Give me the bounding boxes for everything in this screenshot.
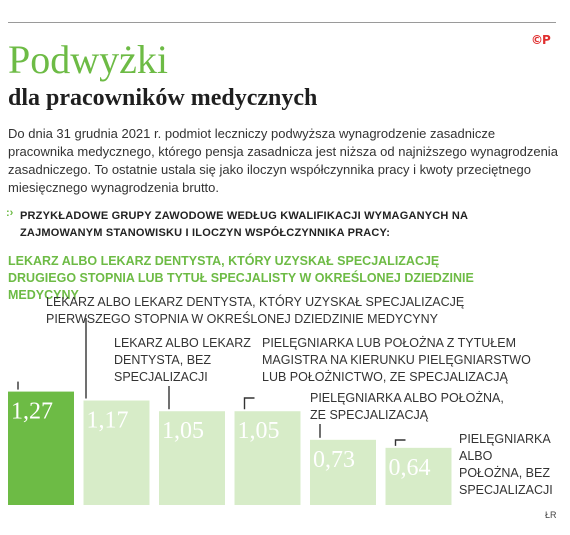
page-subtitle: dla pracowników medycznych xyxy=(8,85,318,111)
author-credit: ŁR xyxy=(545,510,557,520)
bar-value-label-5: 0,73 xyxy=(313,446,355,473)
category-label-5: PIELĘGNIARKA ALBO POŁOŻNA, ZE SPECJALIZACJĄ xyxy=(310,391,504,422)
brand-logo: ©P xyxy=(531,33,550,47)
intro-paragraph: Do dnia 31 grudnia 2021 r. podmiot leczniczy podwyższa wynagrodzenie zasadnicze pracownika medycznego, którego pensja zasadnicza jest niższa od najniższego wynagrodzenia zasadniczego. To ostatnie ustala się jako iloczyn współczynnika pracy i kwoty przeciętnego miesięcznego wynagrodzenia brutto. xyxy=(8,126,558,195)
bar-value-label-4: 1,05 xyxy=(237,418,280,445)
bar-value-label-3: 1,05 xyxy=(162,418,204,445)
page-title: Podwyżki xyxy=(8,37,168,82)
category-label-2: LEKARZ ALBO LEKARZ DENTYSTA, KTÓRY UZYSKAŁ SPECJALIZACJĘ PIERWSZEGO STOPNIA W OKREŚLONEJ DZIEDZINIE MEDYCYNY xyxy=(46,295,465,326)
section-marker-icon: :› xyxy=(6,207,14,219)
bar-value-label-2: 1,17 xyxy=(86,407,129,434)
category-label-3: LEKARZ ALBO LEKARZ DENTYSTA, BEZ SPECJALIZACJI xyxy=(114,336,251,384)
bar-value-label-6: 0,64 xyxy=(388,454,431,481)
category-label-4: PIELĘGNIARKA LUB POŁOŻNA Z TYTUŁEM MAGISTRA NA KIERUNKU PIELĘGNIARSTWO LUB POŁOŻNICTWO, ZE SPECJALIZACJĄ xyxy=(262,336,531,384)
bar-value-label-1: 1,27 xyxy=(11,398,53,425)
section-heading: PRZYKŁADOWE GRUPY ZAWODOWE WEDŁUG KWALIFIKACJI WYMAGANYCH NA ZAJMOWANYM STANOWISKU I ILOCZYN WSPÓŁCZYNNIKA PRACY: xyxy=(20,210,468,239)
category-label-6: PIELĘGNIARKA ALBO POŁOŻNA, BEZ SPECJALIZACJI xyxy=(459,432,553,497)
category-label-1: LEKARZ ALBO LEKARZ DENTYSTA, KTÓRY UZYSKAŁ SPECJALIZACJĘ DRUGIEGO STOPNIA LUB TYTUŁ SPECJALISTY W OKREŚLONEJ DZIEDZINIE MEDYCYNY xyxy=(8,254,474,302)
leader-line-4 xyxy=(245,398,255,409)
leader-line-6 xyxy=(396,440,406,446)
